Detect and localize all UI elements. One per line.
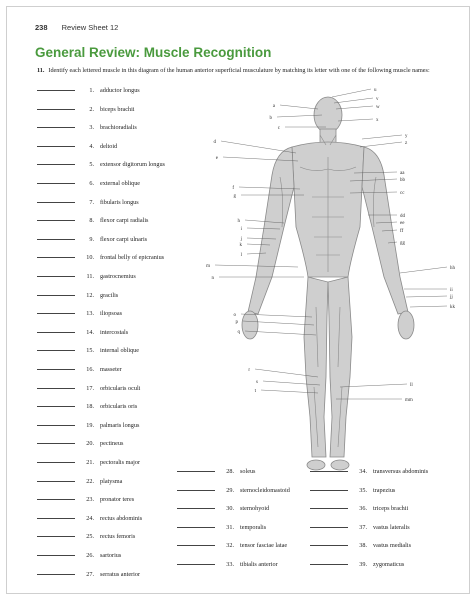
muscle-name: vastus medialis <box>373 542 411 550</box>
answer-blank[interactable] <box>37 369 75 370</box>
item-number: 21. <box>86 459 94 466</box>
answer-blank[interactable] <box>37 257 75 258</box>
muscle-name: temporalis <box>240 523 267 531</box>
muscle-item <box>177 523 266 533</box>
muscle-name: sternohyoid <box>240 505 270 513</box>
muscle-item <box>37 458 140 468</box>
item-number: 23. <box>86 496 94 504</box>
muscle-name: soleus <box>240 468 256 475</box>
figure-right-arm <box>248 147 294 314</box>
muscle-item <box>177 541 287 551</box>
figure-label-bb: bb <box>400 177 405 183</box>
muscle-name: sartorius <box>100 552 122 559</box>
answer-blank[interactable] <box>37 425 75 426</box>
item-number: 2. <box>89 105 94 113</box>
muscle-item <box>310 541 411 551</box>
muscle-name: zygomaticus <box>373 561 405 568</box>
question-number: 11. <box>37 67 45 74</box>
muscle-item <box>37 570 140 580</box>
muscle-name: orbicularis oris <box>100 403 138 411</box>
muscle-name: deltoid <box>100 142 118 150</box>
item-number: 32. <box>226 542 234 550</box>
muscle-item <box>37 235 147 245</box>
figure-left-foot <box>331 460 349 470</box>
leader-line <box>406 296 447 297</box>
figure-right-hand <box>242 311 258 339</box>
question-instructions <box>37 67 452 74</box>
muscle-item <box>177 486 290 496</box>
page-header <box>35 23 118 32</box>
leader-line <box>410 306 447 307</box>
muscle-item <box>37 477 122 487</box>
answer-blank[interactable] <box>37 406 75 407</box>
figure-label-d: d <box>213 139 216 145</box>
answer-blank[interactable] <box>37 220 75 221</box>
muscle-name: iliopsoas <box>100 310 123 318</box>
item-number: 14. <box>86 328 94 336</box>
muscle-item <box>37 514 142 524</box>
figure-label-ee: ee <box>400 220 405 226</box>
figure-label-cc: cc <box>400 190 405 196</box>
answer-blank[interactable] <box>37 276 75 277</box>
muscle-item <box>37 402 137 412</box>
figure-label-ll: ll <box>410 382 413 388</box>
figure-label-f: f <box>232 185 234 191</box>
figure-label-a: a <box>272 103 275 109</box>
muscle-name: orbicularis oculi <box>100 384 141 392</box>
muscle-name: pronator teres <box>100 496 135 504</box>
figure-label-dd: dd <box>400 213 405 219</box>
answer-blank[interactable] <box>310 564 348 565</box>
figure-label-ii: ii <box>450 287 453 293</box>
item-number: 38. <box>359 542 367 550</box>
item-number: 37. <box>359 523 367 531</box>
muscle-name: gastrocnemius <box>100 273 136 280</box>
answer-blank[interactable] <box>177 527 215 528</box>
muscle-item <box>37 551 121 561</box>
item-number: 10. <box>86 254 94 262</box>
item-number: 9. <box>89 235 94 243</box>
muscle-item <box>37 421 139 431</box>
figure-label-u: u <box>374 87 377 93</box>
answer-blank[interactable] <box>37 146 75 147</box>
muscle-item <box>37 160 165 170</box>
muscle-name: flexor carpi radialis <box>100 217 149 225</box>
leader-line <box>360 142 402 147</box>
muscle-name: vastus lateralis <box>373 523 410 531</box>
leader-line <box>280 105 318 109</box>
leader-line <box>362 135 402 139</box>
muscle-name: platysma <box>100 477 123 485</box>
answer-blank[interactable] <box>37 332 75 333</box>
item-number: 26. <box>86 552 94 559</box>
muscle-item <box>37 179 140 189</box>
figure-label-m: m <box>206 263 210 269</box>
figure-label-r: r <box>248 367 250 373</box>
figure-label-c: c <box>277 125 280 131</box>
answer-blank[interactable] <box>310 527 348 528</box>
answer-blank[interactable] <box>177 564 215 565</box>
figure-left-hand <box>398 311 414 339</box>
item-number: 27. <box>86 570 94 578</box>
figure-label-x: x <box>376 117 379 123</box>
figure-label-y: y <box>405 133 408 139</box>
question-text: Identify each lettered muscle in this diagram of the human anterior superficial musculature by matching its letter with one of the following muscle names: <box>48 67 430 74</box>
muscle-name: rectus abdominis <box>100 514 143 522</box>
muscle-item <box>37 142 117 152</box>
muscle-item <box>37 216 148 226</box>
muscle-name: triceps brachii <box>373 505 409 513</box>
figure-label-i: i <box>240 226 242 232</box>
muscle-name: transversus abdominis <box>373 468 429 475</box>
figure-label-l: l <box>240 252 242 258</box>
muscle-name: tibialis anterior <box>240 561 278 568</box>
item-number: 4. <box>89 142 94 150</box>
item-number: 36. <box>359 505 367 513</box>
muscle-name: masseter <box>100 366 122 373</box>
figure-label-e: e <box>215 155 218 161</box>
muscle-item <box>37 291 118 301</box>
item-number: 22. <box>86 477 94 485</box>
item-number: 39. <box>359 561 367 568</box>
item-number: 19. <box>86 421 94 429</box>
leader-line <box>221 141 296 153</box>
item-number: 3. <box>89 124 94 132</box>
item-number: 34. <box>359 468 367 475</box>
item-number: 18. <box>86 403 94 411</box>
muscle-name: tensor fasciae latae <box>240 542 288 550</box>
figure-label-j: j <box>240 236 242 242</box>
figure-label-o: o <box>233 312 236 318</box>
muscle-item <box>37 253 164 263</box>
answer-blank[interactable] <box>37 164 75 165</box>
answer-blank[interactable] <box>310 490 348 491</box>
figure-neck <box>320 129 336 143</box>
answer-blank[interactable] <box>37 109 75 110</box>
muscle-name: palmaris longus <box>100 421 140 429</box>
muscle-item <box>37 365 122 375</box>
muscle-item <box>310 486 395 496</box>
figure-right-foot <box>307 460 325 470</box>
muscle-name: frontal belly of epicranius <box>100 254 165 262</box>
answer-blank[interactable] <box>310 508 348 509</box>
figure-label-w: w <box>376 104 380 110</box>
answer-blank[interactable] <box>37 313 75 314</box>
item-number: 29. <box>226 486 234 494</box>
figure-label-mm: mm <box>405 397 413 403</box>
muscle-name: fibularis longus <box>100 198 139 206</box>
answer-blank[interactable] <box>37 388 75 389</box>
answer-blank[interactable] <box>310 545 348 546</box>
figure-label-b: b <box>269 115 272 121</box>
figure-label-v: v <box>376 96 379 102</box>
answer-blank[interactable] <box>177 545 215 546</box>
muscle-item <box>37 384 140 394</box>
page-number: 238 <box>35 23 48 32</box>
figure-label-s: s <box>256 379 258 385</box>
muscle-name: trapezius <box>373 486 396 494</box>
item-number: 5. <box>89 161 94 169</box>
item-number: 20. <box>86 440 94 448</box>
muscle-name: adductor longus <box>100 87 140 94</box>
muscle-item <box>37 346 139 356</box>
muscle-item <box>37 309 122 319</box>
answer-blank[interactable] <box>37 127 75 128</box>
muscle-name: internal oblique <box>100 347 140 355</box>
muscle-item <box>37 328 128 338</box>
item-number: 25. <box>86 533 94 541</box>
answer-blank[interactable] <box>37 462 75 463</box>
item-number: 24. <box>86 514 94 522</box>
answer-blank[interactable] <box>37 443 75 444</box>
answer-blank[interactable] <box>37 350 75 351</box>
muscle-item <box>37 532 135 542</box>
muscle-item <box>37 272 136 282</box>
leader-line <box>334 98 373 103</box>
muscle-name: external oblique <box>100 180 141 187</box>
answer-blank[interactable] <box>37 202 75 203</box>
muscle-name: gracilis <box>100 291 119 299</box>
answer-blank[interactable] <box>177 508 215 509</box>
muscle-name: pectineus <box>100 440 124 448</box>
answer-blank[interactable] <box>37 574 75 575</box>
muscle-name: brachioradialis <box>100 124 137 132</box>
leader-line <box>336 106 373 109</box>
item-number: 30. <box>226 505 234 513</box>
item-number: 33. <box>226 561 234 568</box>
leader-line <box>332 89 371 97</box>
muscle-name: flexor carpi ulnaris <box>100 235 148 243</box>
figure-left-leg <box>328 277 352 457</box>
muscle-name: biceps brachii <box>100 105 135 113</box>
figure-label-jj: jj <box>450 294 453 300</box>
muscle-item <box>37 105 135 115</box>
muscle-name: rectus femoris <box>100 533 136 541</box>
answer-blank[interactable] <box>37 499 75 500</box>
figure-label-z: z <box>405 140 408 146</box>
figure-label-n: n <box>211 275 214 281</box>
item-number: 7. <box>89 198 94 206</box>
muscle-diagram <box>200 77 470 482</box>
item-number: 8. <box>89 217 94 225</box>
figure-label-ff: ff <box>400 228 404 234</box>
muscle-item <box>37 198 139 208</box>
sheet-name: Review Sheet 12 <box>61 23 119 32</box>
item-number: 28. <box>226 468 234 475</box>
leader-line <box>340 384 407 387</box>
muscle-item <box>37 439 123 449</box>
muscle-name: pectoralis major <box>100 459 141 466</box>
answer-blank[interactable] <box>37 183 75 184</box>
figure-label-g: g <box>233 193 236 199</box>
item-number: 6. <box>89 180 94 187</box>
muscle-name: intercostals <box>100 328 129 336</box>
muscle-item <box>310 504 408 514</box>
answer-blank[interactable] <box>37 90 75 91</box>
muscle-item <box>37 86 140 96</box>
answer-blank[interactable] <box>37 536 75 537</box>
answer-blank[interactable] <box>37 555 75 556</box>
muscle-item <box>177 504 269 514</box>
muscle-item <box>310 523 410 533</box>
answer-blank[interactable] <box>37 295 75 296</box>
item-number: 15. <box>86 347 94 355</box>
item-number: 1. <box>89 87 94 94</box>
muscle-name: sternocleidomastoid <box>240 486 290 494</box>
answer-blank[interactable] <box>37 518 75 519</box>
item-number: 13. <box>86 310 94 318</box>
answer-blank[interactable] <box>37 481 75 482</box>
figure-label-h: h <box>237 218 240 224</box>
figure-label-gg: gg <box>400 240 405 246</box>
worksheet-page <box>6 6 470 594</box>
muscle-name: extensor digitorum longus <box>100 161 165 169</box>
leader-line <box>338 119 373 121</box>
answer-blank[interactable] <box>177 490 215 491</box>
leader-line <box>400 267 447 273</box>
item-number: 12. <box>86 291 94 299</box>
leader-line <box>215 265 298 267</box>
muscle-item <box>37 123 137 133</box>
page-title: General Review: Muscle Recognition <box>35 45 272 60</box>
figure-label-q: q <box>237 329 240 335</box>
figure-label-aa: aa <box>400 170 405 176</box>
figure-right-leg <box>304 277 328 457</box>
muscle-item <box>310 560 404 570</box>
muscle-name: serratus anterior <box>100 570 141 578</box>
item-number: 31. <box>226 523 234 531</box>
figure-label-k: k <box>239 242 242 248</box>
muscle-item <box>177 560 278 570</box>
answer-blank[interactable] <box>37 239 75 240</box>
item-number: 16. <box>86 366 94 373</box>
muscle-item <box>37 495 134 505</box>
figure-label-hh: hh <box>450 265 455 271</box>
figure-label-kk: kk <box>450 304 455 310</box>
figure-label-t: t <box>254 388 256 394</box>
figure-label-p: p <box>235 319 238 325</box>
item-number: 17. <box>86 384 94 392</box>
item-number: 35. <box>359 486 367 494</box>
item-number: 11. <box>86 273 94 280</box>
